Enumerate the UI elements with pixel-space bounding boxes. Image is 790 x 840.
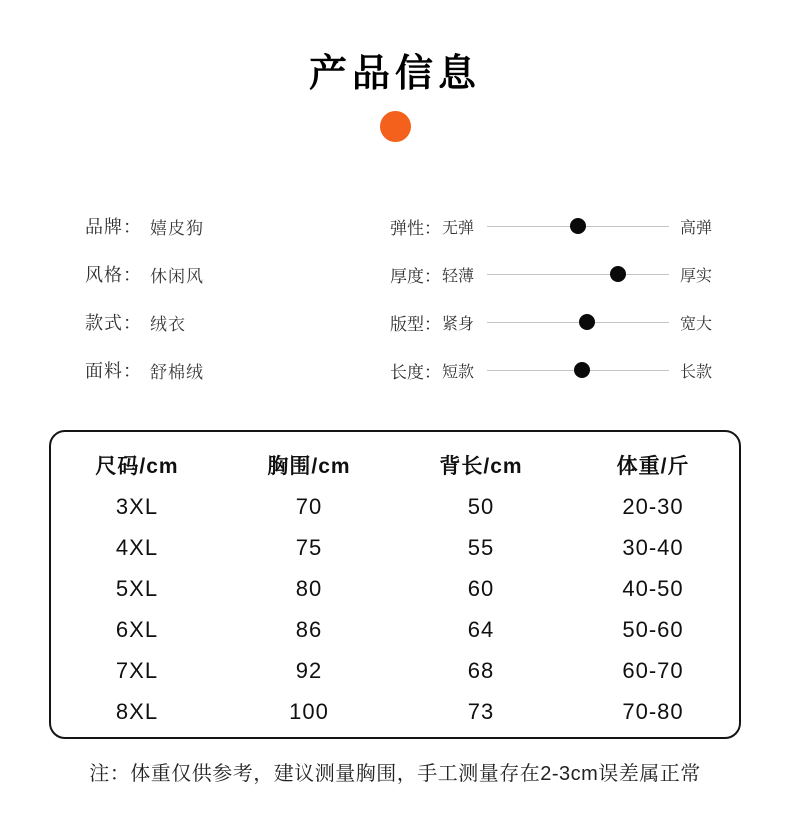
column-header-back-length: 背长/cm (439, 455, 523, 478)
attribute-row-type (85, 298, 390, 346)
size-table-header-row (51, 444, 739, 486)
attribute-value: 休闲风 (150, 266, 204, 286)
cell-back-length: 68 (467, 657, 495, 683)
cell-weight: 60-70 (622, 657, 684, 683)
table-row (51, 609, 739, 650)
attribute-label: 风格： (85, 265, 142, 285)
cell-size: 4XL (115, 534, 159, 560)
size-table (49, 430, 741, 739)
slider-min-label: 轻薄 (442, 267, 475, 285)
attribute-row-brand (85, 202, 390, 250)
cell-back-length: 60 (467, 575, 495, 601)
slider-max-label: 宽大 (680, 315, 713, 333)
cell-size: 8XL (115, 698, 159, 724)
table-row (51, 568, 739, 609)
slider-label: 弹性： (390, 218, 441, 238)
cell-back-length: 50 (467, 493, 495, 519)
slider-track (487, 274, 669, 275)
page-title: 产品信息 (308, 53, 481, 95)
attributes-section (0, 202, 790, 394)
attribute-value: 舒棉绒 (150, 362, 204, 382)
attribute-row-style (85, 250, 390, 298)
slider-min-label: 无弹 (442, 219, 475, 237)
slider-label: 长度： (390, 362, 441, 382)
slider-row-thickness (390, 250, 720, 298)
slider-dot (579, 314, 595, 330)
cell-size: 5XL (115, 575, 159, 601)
attribute-label: 面料： (85, 361, 142, 381)
slider-max-label: 高弹 (680, 219, 713, 237)
slider-dot (574, 362, 590, 378)
table-row (51, 650, 739, 691)
attribute-value: 嬉皮狗 (150, 218, 204, 238)
slider-track (487, 226, 669, 227)
slider-max-label: 长款 (680, 363, 713, 381)
table-row (51, 691, 739, 732)
slider-track (487, 322, 669, 323)
cell-weight: 30-40 (622, 534, 684, 560)
table-row (51, 527, 739, 568)
attribute-label: 品牌： (85, 217, 142, 237)
cell-chest: 70 (295, 493, 323, 519)
attribute-label: 款式： (85, 313, 142, 333)
cell-chest: 92 (295, 657, 323, 683)
attribute-value: 绒衣 (150, 314, 186, 334)
cell-size: 3XL (115, 493, 159, 519)
attribute-list (85, 202, 390, 394)
slider-max-label: 厚实 (680, 267, 713, 285)
table-row (51, 486, 739, 527)
column-header-weight: 体重/斤 (616, 455, 690, 478)
cell-back-length: 55 (467, 534, 495, 560)
cell-back-length: 73 (467, 698, 495, 724)
cell-chest: 80 (295, 575, 323, 601)
slider-label: 版型： (390, 314, 441, 334)
column-header-size: 尺码/cm (95, 455, 179, 478)
slider-min-label: 紧身 (442, 315, 475, 333)
slider-dot (570, 218, 586, 234)
cell-chest: 86 (295, 616, 323, 642)
cell-back-length: 64 (467, 616, 495, 642)
cell-size: 6XL (115, 616, 159, 642)
footnote: 注：体重仅供参考，建议测量胸围，手工测量存在2-3cm误差属正常 (89, 763, 701, 785)
column-header-chest: 胸围/cm (267, 455, 351, 478)
cell-weight: 70-80 (622, 698, 684, 724)
slider-dot (610, 266, 626, 282)
cell-size: 7XL (115, 657, 159, 683)
slider-min-label: 短款 (442, 363, 475, 381)
slider-list (390, 202, 720, 394)
cell-weight: 20-30 (622, 493, 684, 519)
slider-row-length (390, 346, 720, 394)
cell-weight: 50-60 (622, 616, 684, 642)
cell-chest: 100 (289, 698, 329, 724)
slider-row-elasticity (390, 202, 720, 250)
cell-chest: 75 (295, 534, 323, 560)
slider-row-fit (390, 298, 720, 346)
slider-label: 厚度： (390, 266, 441, 286)
slider-track (487, 370, 669, 371)
accent-dot (380, 111, 411, 142)
attribute-row-fabric (85, 346, 390, 394)
cell-weight: 40-50 (622, 575, 684, 601)
